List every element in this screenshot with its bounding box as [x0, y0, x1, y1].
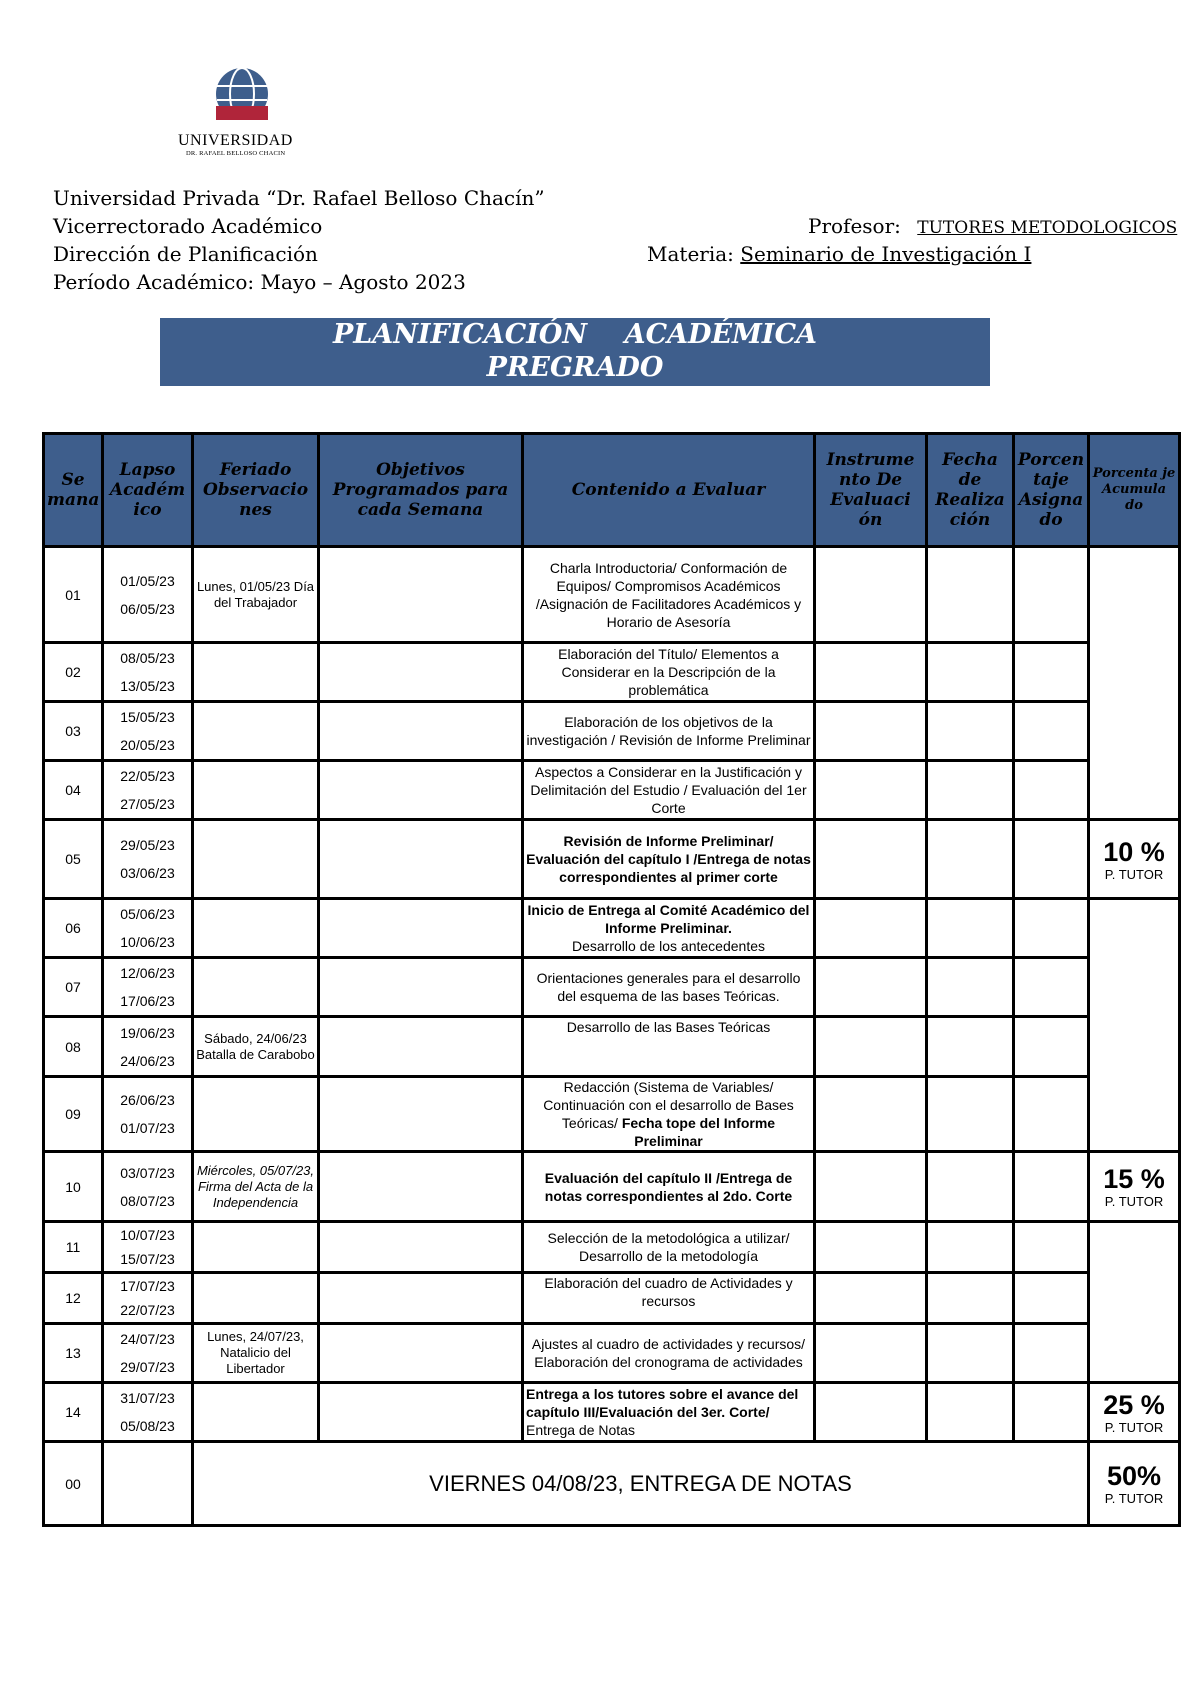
- objectives-cell: [319, 1273, 523, 1324]
- end-date: 20/05/23: [120, 737, 175, 753]
- end-date: 13/05/23: [120, 678, 175, 694]
- instrument-cell: [815, 958, 927, 1017]
- col-semana: Se mana: [44, 434, 103, 547]
- date-cell: [927, 1077, 1014, 1152]
- materia-field: [647, 242, 1031, 266]
- start-date: 08/05/23: [120, 650, 175, 666]
- end-date: 15/07/23: [120, 1251, 175, 1267]
- percent-cell: [1014, 1222, 1089, 1273]
- date-range: [103, 1017, 193, 1077]
- end-date: 22/07/23: [120, 1302, 175, 1318]
- table-row: [44, 1383, 1180, 1442]
- content-bold: Entrega a los tutores sobre el avance del capítulo III/Evaluación del 3er. Corte/: [526, 1386, 799, 1420]
- date-range: [103, 702, 193, 761]
- instrument-cell: [815, 761, 927, 820]
- observation: [193, 643, 319, 702]
- content-cell: [523, 899, 815, 958]
- instrument-cell: [815, 1383, 927, 1442]
- date-range: [103, 643, 193, 702]
- percent-cell: [1014, 643, 1089, 702]
- content-cell: Elaboración del cuadro de Actividades y recursos: [523, 1273, 815, 1324]
- content-cell: Orientaciones generales para el desarrollo del esquema de las bases Teóricas.: [523, 958, 815, 1017]
- profesor-value: TUTORES METODOLOGICOS: [917, 218, 1178, 238]
- observation-event: Firma del Acta de la Independencia: [197, 1178, 314, 1210]
- accum-percent: [1089, 1442, 1180, 1526]
- week-number: 03: [44, 702, 103, 761]
- observation: [193, 899, 319, 958]
- objectives-cell: [319, 1152, 523, 1222]
- table-row: [44, 761, 1180, 820]
- week-number: 05: [44, 820, 103, 899]
- start-date: 24/07/23: [120, 1331, 175, 1347]
- date-cell: [927, 1222, 1014, 1273]
- week-number: 06: [44, 899, 103, 958]
- content-cell: Evaluación del capítulo II /Entrega de notas correspondientes al 2do. Corte: [523, 1152, 815, 1222]
- date-range: [103, 1273, 193, 1324]
- content-text: Entrega de Notas: [526, 1422, 635, 1438]
- table-row: [44, 702, 1180, 761]
- date-range: [103, 761, 193, 820]
- percent-cell: [1014, 702, 1089, 761]
- objectives-cell: [319, 547, 523, 643]
- objectives-cell: [319, 820, 523, 899]
- instrument-cell: [815, 1152, 927, 1222]
- observation: [193, 1383, 319, 1442]
- date-range: [103, 547, 193, 643]
- percent-cell: [1014, 547, 1089, 643]
- end-date: 27/05/23: [120, 796, 175, 812]
- accum-cell: [1089, 547, 1180, 820]
- date-cell: [927, 643, 1014, 702]
- instrument-cell: [815, 820, 927, 899]
- percent-cell: [1014, 958, 1089, 1017]
- profesor-field: [808, 214, 1177, 238]
- vice-rectorate: Vicerrectorado Académico: [53, 214, 323, 238]
- content-cell: Charla Introductoria/ Conformación de Equipos/ Compromisos Académicos /Asignación de Facilitadores Académicos y Horario de Asesoría: [523, 547, 815, 643]
- accum-cell: [1089, 1222, 1180, 1383]
- instrument-cell: [815, 1222, 927, 1273]
- date-cell: [927, 761, 1014, 820]
- col-contenido: Contenido a Evaluar: [523, 434, 815, 547]
- content-bold: Inicio de Entrega al Comité Académico del Informe Preliminar.: [527, 902, 810, 936]
- start-date: 29/05/23: [120, 837, 175, 853]
- observation: Lunes, 24/07/23, Natalicio del Libertador: [193, 1324, 319, 1383]
- observation: [193, 958, 319, 1017]
- table-row: [44, 1152, 1180, 1222]
- start-date: 10/07/23: [120, 1227, 175, 1243]
- start-date: 17/07/23: [120, 1278, 175, 1294]
- date-range: [103, 820, 193, 899]
- end-date: 06/05/23: [120, 600, 175, 617]
- profesor-label: Profesor:: [808, 214, 901, 238]
- content-cell: [523, 1383, 815, 1442]
- instrument-cell: [815, 702, 927, 761]
- start-date: 01/05/23: [120, 572, 175, 589]
- instrument-cell: [815, 1077, 927, 1152]
- date-cell: [927, 1017, 1014, 1077]
- date-range: [103, 1442, 193, 1526]
- col-acumulado: Porcenta je Acumula do: [1089, 434, 1180, 547]
- objectives-cell: [319, 1077, 523, 1152]
- week-number: 11: [44, 1222, 103, 1273]
- week-number: 07: [44, 958, 103, 1017]
- university-name: Universidad Privada “Dr. Rafael Belloso Chacín”: [53, 186, 545, 210]
- instrument-cell: [815, 1017, 927, 1077]
- percent-cell: [1014, 1017, 1089, 1077]
- banner-line-1: PLANIFICACIÓN ACADÉMICA: [332, 319, 818, 350]
- materia-label: Materia:: [647, 242, 734, 266]
- instrument-cell: [815, 899, 927, 958]
- week-number: 12: [44, 1273, 103, 1324]
- accum-percent: [1089, 1383, 1180, 1442]
- end-date: 24/06/23: [120, 1052, 175, 1069]
- instrument-cell: [815, 1324, 927, 1383]
- percent-value: 15 %: [1103, 1164, 1165, 1194]
- objectives-cell: [319, 1383, 523, 1442]
- objectives-cell: [319, 1017, 523, 1077]
- table-row: [44, 820, 1180, 899]
- date-range: [103, 899, 193, 958]
- percent-label: P. TUTOR: [1104, 1194, 1164, 1209]
- objectives-cell: [319, 899, 523, 958]
- percent-cell: [1014, 1383, 1089, 1442]
- date-range: [103, 1152, 193, 1222]
- academic-period: Período Académico: Mayo – Agosto 2023: [53, 270, 466, 294]
- percent-cell: [1014, 1077, 1089, 1152]
- col-lapso: Lapso Académ ico: [103, 434, 193, 547]
- content-cell: Ajustes al cuadro de actividades y recursos/ Elaboración del cronograma de actividades: [523, 1324, 815, 1383]
- week-number: 00: [44, 1442, 103, 1526]
- week-number: 08: [44, 1017, 103, 1077]
- percent-label: P. TUTOR: [1104, 866, 1164, 882]
- observation: [193, 1152, 319, 1222]
- end-date: 08/07/23: [120, 1192, 175, 1209]
- instrument-cell: [815, 643, 927, 702]
- col-feriado: Feriado Observacio nes: [193, 434, 319, 547]
- content-cell: Aspectos a Considerar en la Justificación y Delimitación del Estudio / Evaluación del 1er Corte: [523, 761, 815, 820]
- accum-cell: [1089, 899, 1180, 1152]
- percent-cell: [1014, 899, 1089, 958]
- date-range: [103, 1077, 193, 1152]
- date-cell: [927, 1273, 1014, 1324]
- start-date: 15/05/23: [120, 709, 175, 725]
- col-fecha: Fecha de Realiza ción: [927, 434, 1014, 547]
- week-number: 04: [44, 761, 103, 820]
- materia-value: Seminario de Investigación I: [740, 242, 1032, 266]
- percent-label: P. TUTOR: [1104, 1419, 1164, 1435]
- content-cell: Elaboración de los objetivos de la investigación / Revisión de Informe Preliminar: [523, 702, 815, 761]
- table-row: [44, 1017, 1180, 1077]
- date-range: [103, 1324, 193, 1383]
- start-date: 22/05/23: [120, 768, 175, 784]
- table-row: [44, 958, 1180, 1017]
- col-instrumento: Instrume nto De Evaluaci ón: [815, 434, 927, 547]
- percent-cell: [1014, 1152, 1089, 1222]
- start-date: 03/07/23: [120, 1164, 175, 1181]
- date-cell: [927, 958, 1014, 1017]
- end-date: 03/06/23: [120, 865, 175, 881]
- start-date: 31/07/23: [120, 1390, 175, 1406]
- start-date: 19/06/23: [120, 1024, 175, 1041]
- week-number: 01: [44, 547, 103, 643]
- week-number: 13: [44, 1324, 103, 1383]
- content-cell: Desarrollo de las Bases Teóricas: [523, 1017, 815, 1077]
- week-number: 09: [44, 1077, 103, 1152]
- table-row: [44, 547, 1180, 643]
- col-porcentaje: Porcen taje Asigna do: [1014, 434, 1089, 547]
- content-cell: Elaboración del Título/ Elementos a Considerar en la Descripción de la problemática: [523, 643, 815, 702]
- percent-value: 50%: [1106, 1461, 1162, 1491]
- observation: [193, 702, 319, 761]
- observation: [193, 1077, 319, 1152]
- content-text: Desarrollo de los antecedentes: [571, 938, 765, 954]
- week-number: 02: [44, 643, 103, 702]
- observation: Lunes, 01/05/23 Día del Trabajador: [193, 547, 319, 643]
- objectives-cell: [319, 643, 523, 702]
- date-cell: [927, 820, 1014, 899]
- planning-direction: Dirección de Planificación: [53, 242, 318, 266]
- content-cell: Revisión de Informe Preliminar/ Evaluación del capítulo I /Entrega de notas correspondientes al primer corte: [523, 820, 815, 899]
- final-notice: VIERNES 04/08/23, ENTREGA DE NOTAS: [193, 1442, 1089, 1526]
- table-header-row: [44, 434, 1180, 547]
- table-row: [44, 643, 1180, 702]
- end-date: 29/07/23: [120, 1359, 175, 1375]
- content-cell: [523, 1077, 815, 1152]
- end-date: 01/07/23: [120, 1120, 175, 1136]
- content-cell: Selección de la metodológica a utilizar/ Desarrollo de la metodología: [523, 1222, 815, 1273]
- table-row: [44, 1077, 1180, 1152]
- logo-subtitle: DR. RAFAEL BELLOSO CHACIN: [186, 150, 286, 157]
- date-cell: [927, 547, 1014, 643]
- observation: [193, 1222, 319, 1273]
- observation: [193, 820, 319, 899]
- start-date: 12/06/23: [120, 965, 175, 981]
- objectives-cell: [319, 958, 523, 1017]
- date-cell: [927, 899, 1014, 958]
- planning-table: [42, 432, 1181, 1527]
- date-cell: [927, 1324, 1014, 1383]
- percent-cell: [1014, 820, 1089, 899]
- end-date: 17/06/23: [120, 993, 175, 1009]
- observation: [193, 1273, 319, 1324]
- date-range: [103, 1222, 193, 1273]
- percent-cell: [1014, 1273, 1089, 1324]
- title-banner: [160, 318, 990, 386]
- start-date: 05/06/23: [120, 906, 175, 922]
- date-range: [103, 958, 193, 1017]
- date-range: [103, 1383, 193, 1442]
- objectives-cell: [319, 761, 523, 820]
- accum-percent: [1089, 1152, 1180, 1222]
- week-number: 10: [44, 1152, 103, 1222]
- objectives-cell: [319, 1324, 523, 1383]
- observation-date: Miércoles, 05/07/23,: [196, 1162, 315, 1178]
- instrument-cell: [815, 1273, 927, 1324]
- end-date: 10/06/23: [120, 934, 175, 950]
- percent-value: 10 %: [1103, 836, 1165, 867]
- table-row: [44, 899, 1180, 958]
- date-cell: [927, 1383, 1014, 1442]
- percent-value: 25 %: [1103, 1389, 1165, 1420]
- content-text: Redacción (Sistema de Variables/ Continuación con el desarrollo de Bases Teóricas/: [543, 1079, 794, 1131]
- table-row: [44, 1273, 1180, 1324]
- banner-line-2: PREGRADO: [486, 352, 664, 383]
- observation: Sábado, 24/06/23 Batalla de Carabobo: [193, 1017, 319, 1077]
- accum-percent: [1089, 820, 1180, 899]
- table-row: [44, 1222, 1180, 1273]
- date-cell: [927, 702, 1014, 761]
- logo-name: UNIVERSIDAD: [178, 132, 293, 149]
- percent-cell: [1014, 1324, 1089, 1383]
- date-cell: [927, 1152, 1014, 1222]
- table-row: [44, 1324, 1180, 1383]
- percent-cell: [1014, 761, 1089, 820]
- percent-label: P. TUTOR: [1104, 1491, 1164, 1506]
- instrument-cell: [815, 547, 927, 643]
- observation: [193, 761, 319, 820]
- objectives-cell: [319, 1222, 523, 1273]
- col-objetivos: Objetivos Programados para cada Semana: [319, 434, 523, 547]
- content-bold: Fecha tope del Informe Preliminar: [621, 1115, 776, 1149]
- week-number: 14: [44, 1383, 103, 1442]
- objectives-cell: [319, 702, 523, 761]
- final-row: [44, 1442, 1180, 1526]
- end-date: 05/08/23: [120, 1418, 175, 1434]
- start-date: 26/06/23: [120, 1092, 175, 1108]
